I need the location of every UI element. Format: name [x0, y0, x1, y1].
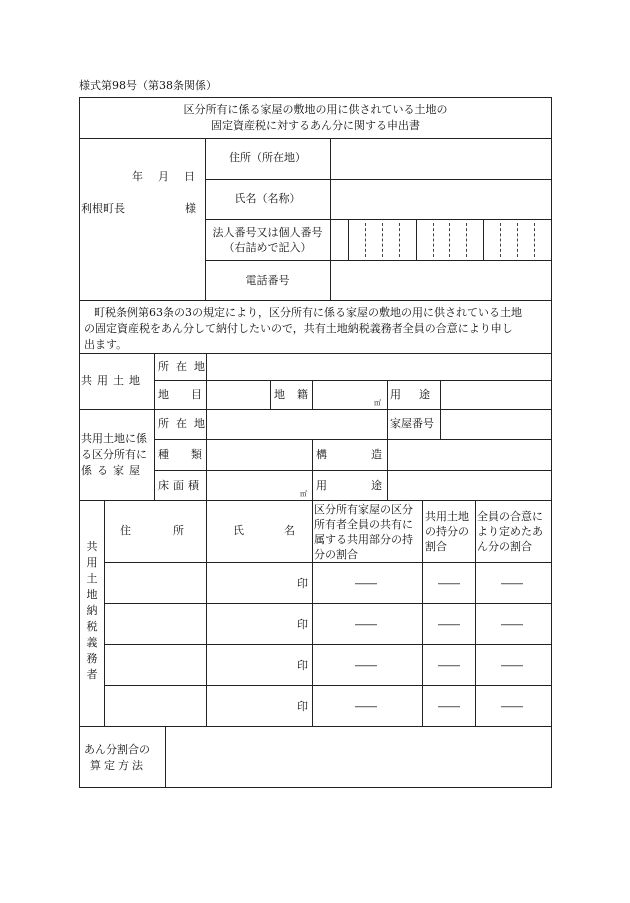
applicant-address-field[interactable]	[331, 139, 551, 179]
dash-mark: ――	[355, 577, 377, 590]
col-ratio1-header-c: 属する共用部分の持	[314, 533, 413, 546]
frame-left	[79, 97, 80, 787]
building-structure-field[interactable]	[388, 440, 551, 470]
floor-area-field[interactable]	[207, 471, 312, 500]
col-ratio2-header-b: の持分の	[425, 525, 469, 538]
land-usage-field[interactable]	[441, 381, 551, 409]
building-header-2: る区分所有に	[81, 448, 147, 461]
form-id: 様式第98号（第38条関係）	[79, 79, 217, 92]
land-area-unit: ㎡	[374, 399, 381, 407]
name-label: 氏名（名称）	[234, 192, 301, 205]
building-location-field[interactable]	[207, 410, 387, 439]
house-number-field[interactable]	[441, 410, 551, 439]
land-category-label: 地目	[158, 388, 224, 401]
address-label: 住所（所在地）	[229, 151, 306, 164]
floor-area-unit: ㎡	[300, 490, 307, 498]
taxpayer-1-address-field[interactable]	[105, 563, 206, 603]
land-area-label: 地籍	[274, 388, 320, 401]
frame-top	[79, 97, 552, 98]
title-line-2: 固定資産税に対するあん分に関する申出書	[211, 119, 420, 132]
dash-mark: ――	[438, 659, 460, 672]
house-number-label: 家屋番号	[390, 417, 434, 430]
col-ratio2-header-c: 割合	[425, 540, 447, 553]
addressee-suffix: 様	[185, 202, 196, 215]
dash-mark: ――	[438, 618, 460, 631]
number-label-2: （右詰めで記入）	[223, 241, 312, 254]
col-ratio2-header-a: 共用土地	[425, 510, 469, 523]
col-ratio3-header-a: 全員の合意に	[477, 510, 543, 523]
building-header-3: 係る家屋	[81, 464, 145, 477]
statement-line-2: の固定資産税をあん分して納付したいので，共有土地納税義務者全員の合意により申し	[84, 322, 513, 335]
col-ratio1-header-a: 区分所有家屋の区分	[314, 503, 413, 516]
col-name-header: 氏名	[233, 524, 335, 537]
addressee: 利根町長	[81, 202, 125, 215]
land-header-divider	[154, 353, 155, 500]
frame-bottom	[79, 787, 552, 788]
taxpayer-3-address-field[interactable]	[105, 645, 206, 685]
land-location-label: 所在地	[158, 360, 212, 373]
statement-line-3: 出ます。	[84, 338, 128, 351]
building-header-1: 共用土地に係	[81, 432, 147, 445]
taxpayer-4-address-field[interactable]	[105, 686, 206, 726]
title-line-1: 区分所有に係る家屋の敷地の用に供されている土地の	[183, 103, 448, 116]
applicant-phone-field[interactable]	[331, 261, 551, 300]
calc-method-field[interactable]	[166, 727, 551, 787]
applicant-row-line-2	[205, 219, 552, 220]
phone-label: 電話番号	[245, 274, 290, 287]
taxpayer-side-label: 共用土地納税義務者	[86, 540, 98, 681]
dash-mark: ――	[501, 577, 523, 590]
land-category-field[interactable]	[207, 381, 270, 409]
building-usage-field[interactable]	[388, 471, 551, 500]
building-structure-label: 構造	[316, 448, 426, 461]
seal-mark: 印	[297, 700, 308, 713]
land-header: 共用土地	[81, 374, 145, 387]
number-label-1: 法人番号又は個人番号	[212, 226, 323, 239]
land-location-field[interactable]	[207, 354, 551, 380]
seal-mark: 印	[297, 618, 308, 631]
building-bottom	[79, 500, 552, 501]
land-usage-label: 用途	[390, 388, 448, 401]
dash-mark: ――	[501, 618, 523, 631]
frame-right	[551, 97, 552, 787]
dash-mark: ――	[355, 618, 377, 631]
statement-line-1: 町税条例第63条の3の規定により，区分所有に係る家屋の敷地の用に供されている土地	[94, 306, 522, 319]
building-usage-label: 用途	[316, 479, 426, 492]
col-ratio1-header-b: 所有者全員の共有に	[314, 518, 413, 531]
dash-mark: ――	[501, 700, 523, 713]
col-ratio3-header-c: ん分の割合	[477, 540, 532, 553]
col-ratio3-header-b: より定めたあ	[477, 525, 543, 538]
dash-mark: ――	[438, 577, 460, 590]
applicant-bottom	[79, 300, 552, 301]
col-address-header: 住所	[120, 524, 226, 537]
floor-area-label: 床面積	[158, 479, 203, 492]
building-location-label: 所在地	[158, 417, 212, 430]
date-label: 年 月 日	[132, 170, 197, 183]
taxpayer-2-address-field[interactable]	[105, 604, 206, 644]
dash-mark: ――	[355, 659, 377, 672]
calc-label-1: あん分割合の	[84, 743, 150, 756]
dash-mark: ――	[438, 700, 460, 713]
seal-mark: 印	[297, 577, 308, 590]
calc-label-2: 算定方法	[90, 759, 146, 772]
dash-mark: ――	[501, 659, 523, 672]
col-ratio1-header-d: 分の割合	[314, 548, 358, 561]
building-kind-field[interactable]	[207, 440, 312, 470]
dash-mark: ――	[355, 700, 377, 713]
seal-mark: 印	[297, 659, 308, 672]
building-kind-label: 種類	[158, 448, 224, 461]
applicant-name-field[interactable]	[331, 180, 551, 219]
